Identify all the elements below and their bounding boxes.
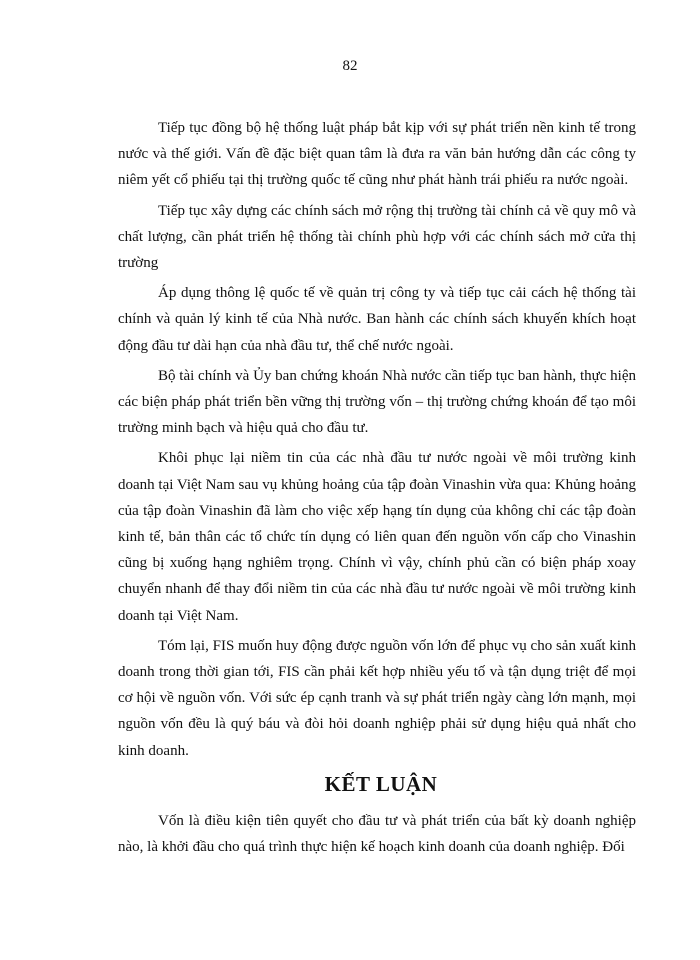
page-number: 82 [342,58,358,74]
paragraph-conclusion: Vốn là điều kiện tiên quyết cho đầu tư và phát triển của bất kỳ doanh nghiệp nào, là khởi đầu cho quá trình thực hiện kế hoạch kinh doanh của doanh nghiệp. Đối [118,812,636,856]
conclusion-heading: KẾT LUẬN [324,771,438,796]
paragraph-summary: Tóm lại, FIS muốn huy động được nguồn vốn lớn để phục vụ cho sản xuất kinh doanh trong thời gian tới, FIS cần phải kết hợp nhiều yếu tố và tận dụng triệt để mọi cơ hội về nguồn vốn. Với sức ép cạnh tranh và sự phát triển ngày càng lớn mạnh, mọi nguồn vốn đều là quý báu và đòi hỏi doanh nghiệp phải sử dụng hiệu quả nhất cho kinh doanh. [118,637,636,759]
paragraph-securities-commission: Bộ tài chính và Ủy ban chứng khoán Nhà nước cần tiếp tục ban hành, thực hiện các biện pháp phát triển bền vững thị trường vốn – thị trường chứng khoán để tạo môi trường minh bạch và hiệu quả cho đầu tư. [118,367,636,437]
paragraph-financial-market-policy: Tiếp tục xây dựng các chính sách mở rộng thị trường tài chính cả về quy mô và chất lượng, cần phát triển hệ thống tài chính phù hợp với các chính sách mở cửa thị trường [118,202,636,272]
body-text [118,115,636,864]
paragraph-investor-confidence: Khôi phục lại niềm tin của các nhà đầu tư nước ngoài về môi trường kinh doanh tại Việt Nam sau vụ khủng hoảng của tập đoàn Vinashin vừa qua: Khủng hoảng của tập đoàn Vinashin đã làm cho việc xếp hạng tín dụng của không chỉ các tập đoàn kinh tế, bản thân các tổ chức tín dụng có liên quan đến nguồn vốn cấp cho Vinashin cũng bị xuống hạng nghiêm trọng. Chính vì vậy, chính phủ cần có biện pháp xoay chuyển nhanh để thay đổi niềm tin của các nhà đầu tư nước ngoài về môi trường kinh doanh tại Việt Nam. [118,450,636,624]
paragraph-legal-system: Tiếp tục đồng bộ hệ thống luật pháp bắt kịp với sự phát triển nền kinh tế trong nước và thế giới. Vấn đề đặc biệt quan tâm là đưa ra văn bản hướng dẫn các công ty niêm yết cổ phiếu tại thị trường quốc tế cũng như phát hành trái phiếu ra nước ngoài. [118,120,636,189]
paragraph-corporate-governance: Áp dụng thông lệ quốc tế về quản trị công ty và tiếp tục cải cách hệ thống tài chính và quản lý kinh tế của Nhà nước. Ban hành các chính sách khuyến khích hoạt động đầu tư dài hạn của nhà đầu tư, thể chế nước ngoài. [118,285,636,354]
